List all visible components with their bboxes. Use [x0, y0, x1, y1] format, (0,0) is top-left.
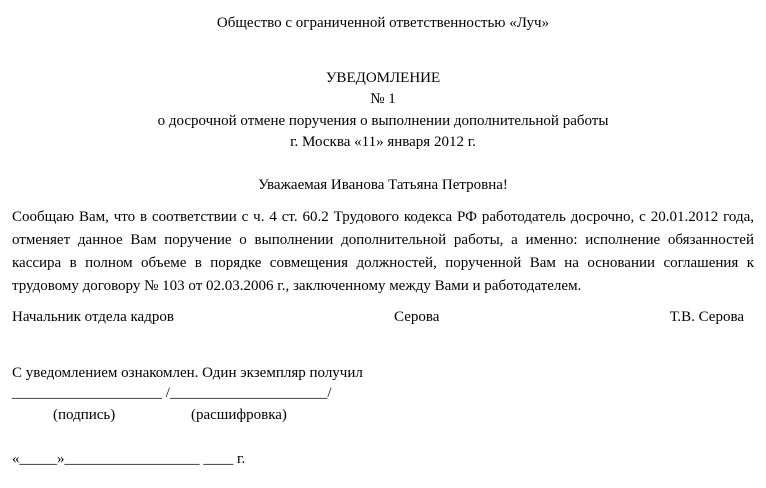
signatory-position: Начальник отдела кадров: [12, 309, 174, 325]
acknowledgement-signature-lines: ____________________ /_____________________/: [12, 385, 332, 401]
signatory-sign: Серова: [394, 309, 440, 325]
signature-row: [12, 309, 744, 329]
notice-body: Сообщаю Вам, что в соответствии с ч. 4 ст. 60.2 Трудового кодекса РФ работодатель досрочно, с 20.01.2012 года, отменяет данное Вам поручение о выполнении дополнительной работы, а именно: исполнение обязанностей кассира в полном объеме в порядке совмещения должностей, порученной Вам на основании соглашения к трудовому договору № 103 от 02.03.2006 г., заключенному между Вами и работодателем.: [12, 209, 754, 294]
signature-label: (подпись): [53, 407, 116, 423]
acknowledgement-date-line: «_____»__________________ ____ г.: [12, 451, 246, 467]
notice-subject: о досрочной отмене поручения о выполнении дополнительной работы: [157, 113, 609, 129]
place-date: г. Москва «11» января 2012 г.: [290, 134, 476, 150]
notice-number: № 1: [370, 91, 396, 107]
decoding-label: (расшифровка): [191, 407, 287, 423]
notice-title: УВЕДОМЛЕНИЕ: [325, 70, 441, 86]
company-name: Общество с ограниченной ответственностью «Луч»: [216, 15, 550, 31]
greeting: Уважаемая Иванова Татьяна Петровна!: [258, 177, 508, 193]
acknowledgement-text: С уведомлением ознакомлен. Один экземпляр получил: [12, 365, 363, 381]
signatory-name: Т.В. Серова: [669, 309, 744, 325]
